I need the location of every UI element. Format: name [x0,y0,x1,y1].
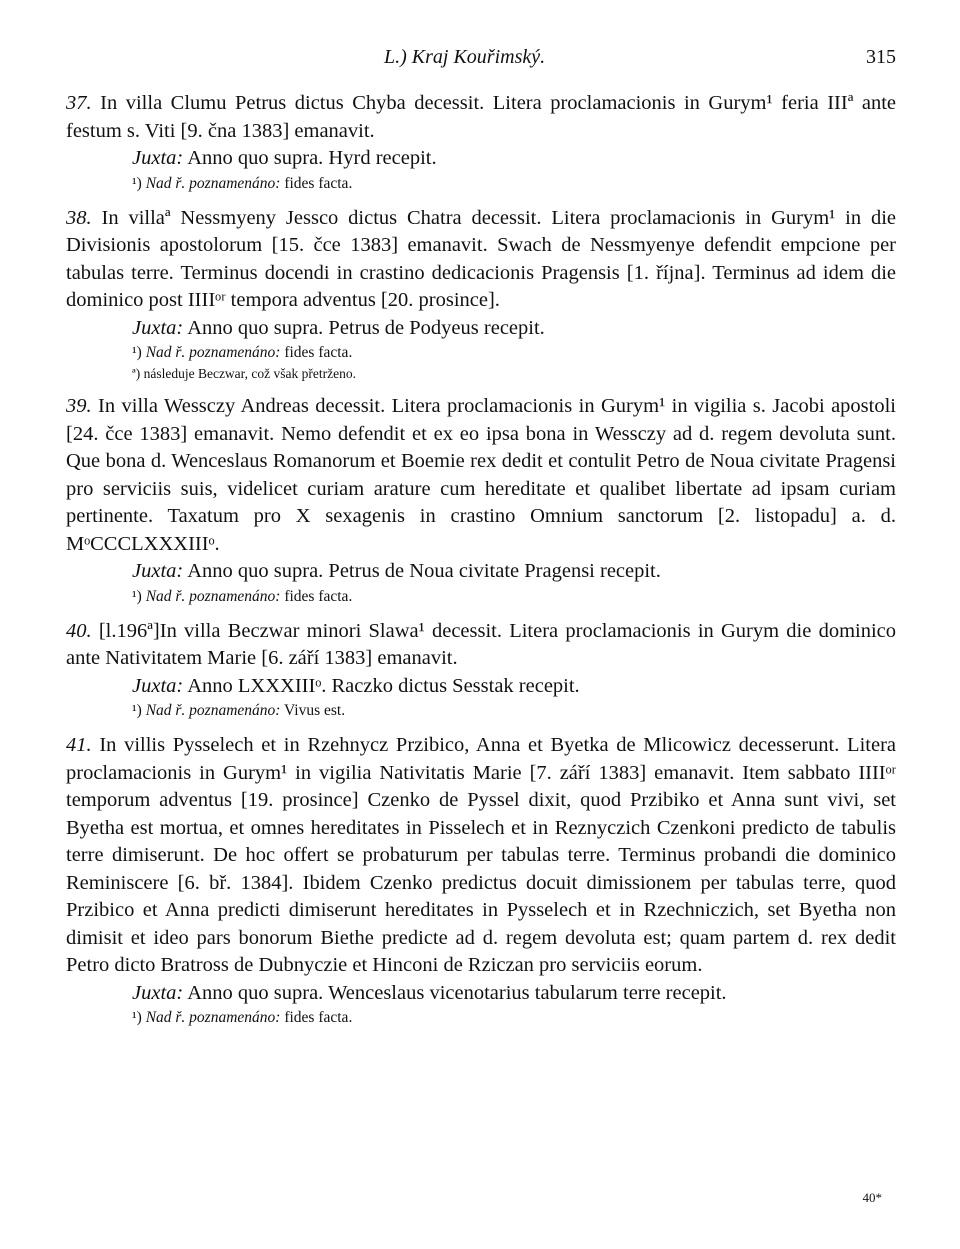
entry-41 [66,732,896,1029]
footnote-text: fides facta. [280,174,353,192]
entry-text: In villis Pysselech et in Rzehnycz Przibico, Anna et Byetka de Mlicowicz decesserunt. Litera proclamacionis in Gurym¹ in vigilia Nativitatis Marie [7. září 1383] emanavit. Item sabbato IIIIᵒʳ temporum adventus [19. prosince] Czenko de Pyssel dixit, quod Przibiko et Anna sunt vivi, set Byetha est mortua, et omnes hereditates in Pisselech et in Reznyczich Czenkoni predicto de tabulis terre dimiserunt. De hoc offert se probaturum per tabulas terre. Terminus probandi die dominico Reminiscere [6. bř. 1384]. Ibidem Czenko predictus docuit dimissionem per tabulas terre, quod Przibico et Anna predicti dimiserunt hereditates in Pysselech et in Rzechniczich, set Byetha non dimisit et ideo pars bonorum Biethe predicte ad d. regem devoluta est; quam partem d. rex dedit Petro dicto Bratross de Dubnyczie et Hinconi de Rziczan pro serviciis eorum. [66,734,896,976]
footnote [66,342,896,364]
juxta-text: Anno quo supra. Petrus de Podyeus recepit. [183,316,545,339]
critical-note: ª) následuje Beczwar, což však přetrženo. [132,366,356,381]
entry-text: [l.196ª]In villa Beczwar minori Slawa¹ decessit. Litera proclamacionis in Gurym die dominico ante Nativitatem Marie [6. září 1383] emanavit. [66,619,896,669]
entry-text: In villa Wessczy Andreas decessit. Litera proclamacionis in Gurym¹ in vigilia s. Jacobi apostoli [24. čce 1383] emanavit. Nemo defendit et ex eo ipsa bona in Wessczy ad d. regem devoluta sunt. Que bona d. Wenceslaus Romanorum et Boemie rex dedit et contulit Petro de Noua civitate Pragensi pro serviciis suis, videlicet curiam arature cum hereditate et qualibet libertate ad ipsam curiam pertinente. Taxatum pro X sexagenis in crastino Omnium sanctorum [2. listopadu] a. d. MᵒCCCLXXXIIIᵒ. [66,395,896,555]
entry-number: 38. [66,206,92,229]
footnote-label: Nad ř. poznamenáno: [145,344,281,361]
footnote [66,1007,896,1029]
footnote-label: Nad ř. poznamenáno: [145,702,281,719]
juxta-label: Juxta: [132,674,184,697]
footnote-label: Nad ř. poznamenáno: [145,174,281,192]
footnote-text: fides facta. [280,344,353,361]
entry-body [66,90,896,145]
entry-number: 40. [66,619,92,642]
footnote-text: fides facta. [280,1009,353,1026]
footnote [66,586,896,608]
footnote-text: fides facta. [280,587,353,605]
juxta-text: Anno quo supra. Wenceslaus vicenotarius tabularum terre recepit. [183,981,727,1004]
footnote-label: Nad ř. poznamenáno: [145,1009,281,1026]
entry-37 [66,90,896,195]
juxta-label: Juxta: [132,316,184,339]
entry-number: 39. [66,395,92,417]
footnote-text: Vivus est. [280,702,346,719]
running-header [66,46,896,80]
entry-text: In villaª Nessmyeny Jessco dictus Chatra decessit. Litera proclamacionis in Gurym¹ in die Divisionis apostolorum [15. čce 1383] emanavit. Swach de Nessmyenye defendit empcione per tabulas terre. Terminus docendi in crastino dedicacionis Pragensis [1. října]. Terminus ad idem die dominico post IIIIᵒʳ tempora adventus [20. prosince]. [66,206,897,311]
entry-body [66,393,896,558]
entry-38 [66,205,896,384]
juxta-line [66,315,896,343]
juxta-line [66,673,896,701]
juxta-text: Anno LXXXIIIᵒ. Raczko dictus Sesstak recepit. [183,674,580,697]
juxta-label: Juxta: [132,981,184,1004]
footnote-mark: ¹) [132,344,146,361]
entry-body [66,732,896,980]
juxta-line [66,145,896,173]
juxta-label: Juxta: [132,560,184,582]
entry-number: 41. [66,734,92,756]
juxta-line [66,980,896,1008]
footnote-mark: ¹) [132,702,146,719]
juxta-text: Anno quo supra. Petrus de Noua civitate Pragensi recepit. [183,560,661,582]
juxta-text: Anno quo supra. Hyrd recepit. [183,147,437,169]
footnote [66,173,896,195]
juxta-label: Juxta: [132,147,184,169]
document-page [66,46,896,1029]
entry-number: 37. [66,92,92,114]
footnote-mark: ¹) [132,1009,146,1026]
chapter-title: L.) Kraj Kouřimský. [384,46,546,68]
entry-body [66,618,896,673]
footnote [66,700,896,722]
page-number: 315 [866,46,896,68]
footnote-label: Nad ř. poznamenáno: [145,587,281,605]
entry-39 [66,393,896,608]
juxta-line [66,558,896,586]
footnote-mark: ¹) [132,587,146,605]
signature-mark: 40* [862,1190,882,1205]
entry-text: In villa Clumu Petrus dictus Chyba decessit. Litera proclamacionis in Gurym¹ feria IIIª ante festum s. Viti [9. čna 1383] emanavit. [66,92,897,142]
footnote-mark: ¹) [132,174,146,192]
entry-40 [66,618,896,723]
entry-body [66,205,896,315]
